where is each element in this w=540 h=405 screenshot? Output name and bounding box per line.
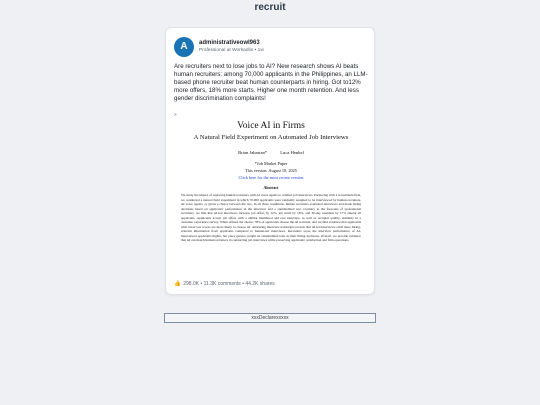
paper-subtitle: A Natural Field Experiment on Automated Job Interviews [193,134,349,141]
paper-author: Luca Henkel [280,150,304,155]
post-stats [174,281,275,287]
post-card [165,27,375,295]
author-name[interactable]: administrativeowl963 [199,40,260,46]
comment-count[interactable]: 11.3K comments [203,281,241,287]
post-text: Are recruiters next to lose jobs to AI? New research shows AI beats human recruiters: among 70,000 applicants in the Philippines, an LLM-based phone recruiter beat human counterparts in hiring. Got to12% more offers, 18% more starts. Higher one month retention. And less gender discrimination complaints! [174,63,368,103]
chevron-right-icon[interactable]: > [174,112,177,117]
paper-label: *Job Market Paper [254,161,288,166]
avatar[interactable]: A [174,37,194,57]
paper-version: This version: August 18, 2025 [245,168,297,173]
abstract-body: We study the impact of replacing human recruiters with AI voice agents to conduct job interviews. Partnering with a recruitment firm, we conducted a natural field experiment in which 70,000 applicants were randomly assigned to be interviewed by human recruiters, AI voice agents, or given a choice between the two. In all three conditions, human recruiters evaluated interviews and made hiring decisions based on applicants' performance in the interview and a standardized test. Contrary to the forecasts of professional recruiters, we find that AI-led interviews increase job offers by 12%, job starts by 18%, and 30-day retention by 17% among all applicants. Applicants accept job offers with a similar likelihood and rate interview, as well as recruiter quality, similarly in a customer experience survey. When offered the choice, 78% of applicants choose the AI recruiter, and we find evidence that applicants with lower test scores are more likely to choose AI. Analyzing interview transcripts reveals that AI-led interviews elicit more hiring-relevant information from applicants compared to human-led interviews. Recruiters score the interview performance of AI-interviewed applicants higher, but place greater weight on standardized tests in their hiring decisions. Overall, we provide evidence that AI can match human recruiters in conducting job interviews while preserving applicants' satisfaction and firm operations. [181,193,361,243]
share-count[interactable]: 44.2K shares [245,281,275,287]
stats-separator: • [242,281,246,287]
stats-separator: • [200,281,204,287]
paper-authors [174,150,368,155]
paper-author: Brian Jabarian* [238,150,268,155]
author-meta: Professional at Workadlin • 1w [199,48,264,53]
text-input[interactable]: xxxDeclarexxxxx [164,313,376,323]
thumbs-up-icon[interactable]: 👍 [174,281,181,287]
paper-recent-version-link[interactable]: Click here for the most recent version [238,175,304,180]
reaction-count[interactable]: 298.0K [183,281,200,287]
paper-title: Voice AI in Firms [237,121,305,131]
page-title: recruit [254,2,286,13]
abstract-heading: Abstract [263,185,279,190]
paper-preview[interactable] [174,119,368,279]
